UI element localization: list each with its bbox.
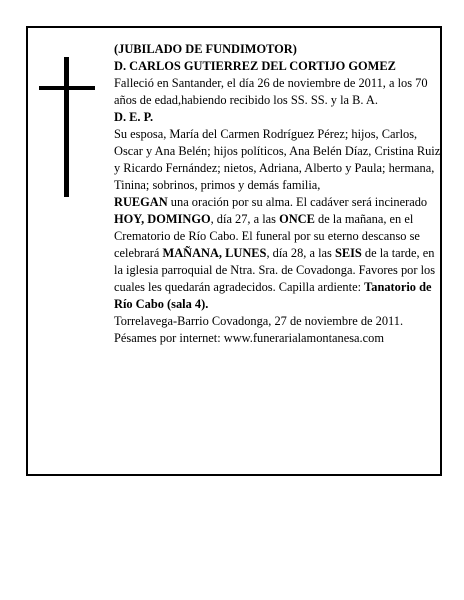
seis-label: SEIS <box>334 246 362 260</box>
once-label: ONCE <box>279 212 315 226</box>
tanatorio-label: Tanatorio de Río Cabo (sala 4). <box>114 280 432 311</box>
funeral-text-part: de la mañana, en el Crematorio de Río Cabo. El funeral por su eterno descanso se celebrará <box>114 212 420 260</box>
deceased-name: D. CARLOS GUTIERREZ DEL CORTIJO GOMEZ <box>114 59 396 73</box>
death-text: Falleció en Santander, el día 26 de noviembre de 2011, a los 70 años de edad,habiendo recibido los SS. SS. y la B. A. <box>114 76 428 107</box>
manana-lunes-label: MAÑANA, LUNES <box>162 246 267 260</box>
place-date: Torrelavega-Barrio Covadonga, 27 de noviembre de 2011. <box>114 314 404 328</box>
notice-header: (JUBILADO DE FUNDIMOTOR) <box>114 42 297 56</box>
dep-label: D. E. P. <box>114 110 154 124</box>
funeral-text <box>114 194 442 313</box>
funeral-text-part: , día 28, a las <box>266 246 335 260</box>
condolences-text: Pésames por internet: www.funerarialamontanesa.com <box>114 331 384 345</box>
ruegan-label: RUEGAN <box>114 195 168 209</box>
funeral-text-part: una oración por su alma. El cadáver será incinerado <box>167 195 428 209</box>
funeral-text-part: , día 27, a las <box>210 212 280 226</box>
hoy-domingo-label: HOY, DOMINGO <box>114 212 211 226</box>
notice-content <box>114 41 442 347</box>
funeral-text-part: de la tarde, en la iglesia parroquial de Ntra. Sra. de Covadonga. Favores por los cuales les quedarán agradecidos. Capilla ardiente: <box>114 246 436 294</box>
obituary-notice <box>26 26 442 476</box>
family-text: Su esposa, María del Carmen Rodríguez Pérez; hijos, Carlos, Oscar y Ana Belén; hijos políticos, Ana Belén Díaz, Cristina Ruiz y Ricardo Fernández; nietos, Adriana, Alberto y Paula; hermana, Tinina; sobrinos, primos y demás familia, <box>114 127 441 192</box>
